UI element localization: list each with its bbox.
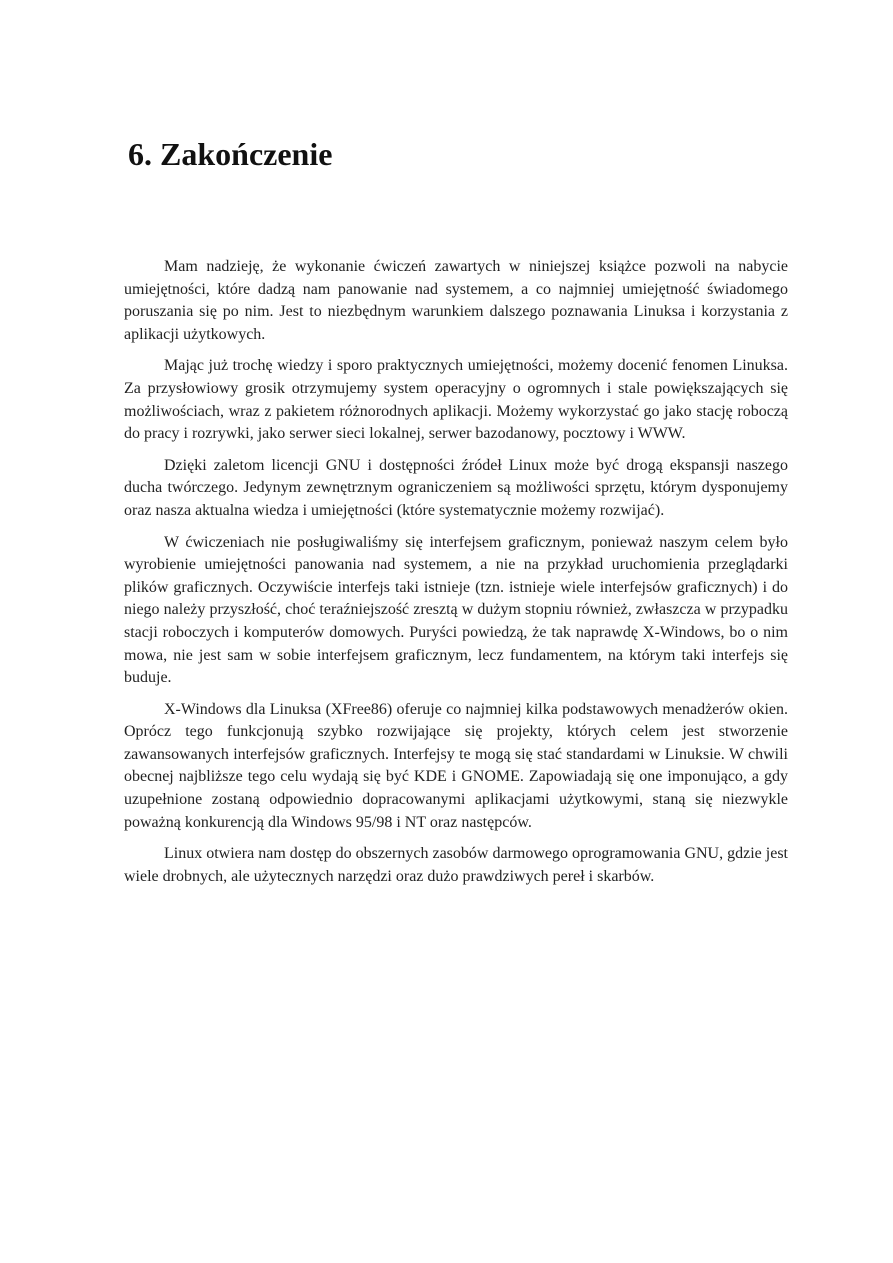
paragraph: X-Windows dla Linuksa (XFree86) oferuje co najmniej kilka podstawowych menadżerów okien. Oprócz tego funkcjonują szybko rozwijające się projekty, których celem jest stworzenie zawansowanych interfejsów graficznych. Interfejsy te mogą się stać standardami w Linuksie. W chwili obecnej najbliższe tego celu wydają się być KDE i GNOME. Zapowiadają się one imponująco, a gdy uzupełnione zostaną odpowiednio dopracowanymi aplikacjami użytkowymi, staną się niezwykle poważną konkurencją dla Windows 95/98 i NT oraz następców. [124, 700, 788, 831]
paragraph: Mając już trochę wiedzy i sporo praktycznych umiejętności, możemy docenić fenomen Linuksa. Za przysłowiowy grosik otrzymujemy system operacyjny o ogromnych i stale powiększających się możliwościach, wraz z pakietem różnorodnych aplikacji. Możemy wykorzystać go jako stację roboczą do pracy i rozrywki, jako serwer sieci lokalnej, serwer bazodanowy, pocztowy i WWW. [124, 357, 788, 443]
chapter-title: 6. Zakończenie [128, 136, 333, 172]
paragraph: Mam nadzieję, że wykonanie ćwiczeń zawartych w niniejszej książce pozwoli na nabycie umiejętności, które dadzą nam panowanie nad systemem, a co najmniej umiejętność świadomego poruszania się po nim. Jest to niezbędnym warunkiem dalszego poznawania Linuksa i korzystania z aplikacji użytkowych. [124, 258, 788, 343]
paragraph: Dzięki zaletom licencji GNU i dostępności źródeł Linux może być drogą ekspansji naszego ducha twórczego. Jedynym zewnętrznym ograniczeniem są możliwości sprzętu, którym dysponujemy oraz nasza aktualna wiedza i umiejętności (które systematycznie możemy rozwijać). [124, 456, 788, 519]
chapter-body [124, 256, 788, 897]
paragraph: W ćwiczeniach nie posługiwaliśmy się interfejsem graficznym, ponieważ naszym celem było wyrobienie umiejętności panowania nad systemem, a nie na przykład uruchomienia przeglądarki plików graficznych. Oczywiście interfejs taki istnieje (tzn. istnieje wiele interfejsów graficznych) i do niego należy przyszłość, choć teraźniejszość zresztą w dużym stopniu również, zwłaszcza w przypadku stacji roboczych i komputerów domowych. Puryści powiedzą, że tak naprawdę X-Windows, bo o nim mowa, nie jest sam w sobie interfejsem graficznym, lecz fundamentem, na którym taki interfejs się buduje. [124, 533, 788, 687]
paragraph: Linux otwiera nam dostęp do obszernych zasobów darmowego oprogramowania GNU, gdzie jest wiele drobnych, ale użytecznych narzędzi oraz dużo prawdziwych pereł i skarbów. [124, 845, 788, 885]
